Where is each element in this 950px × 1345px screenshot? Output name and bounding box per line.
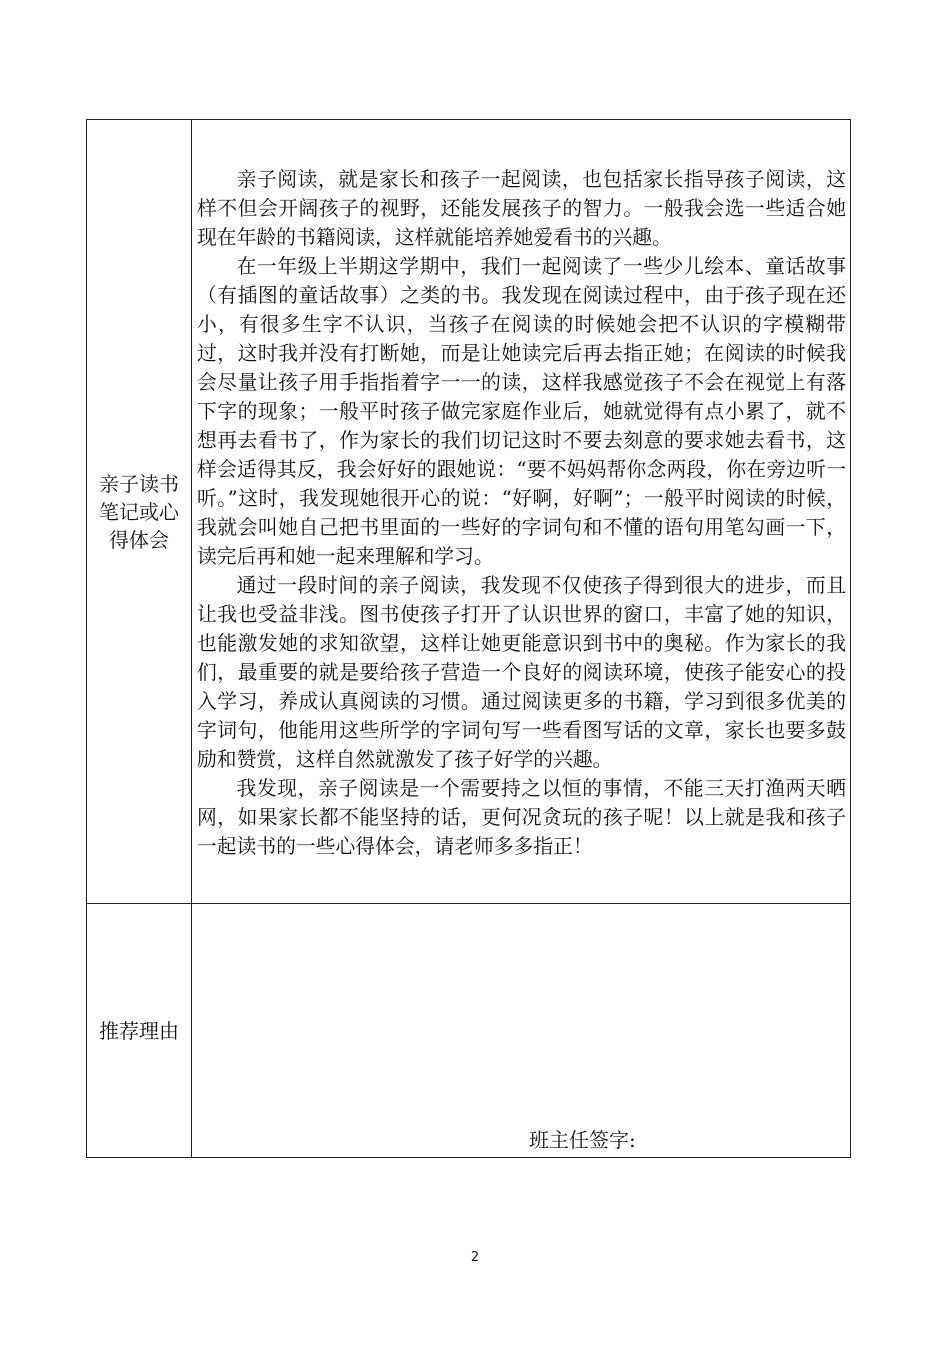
reason-content-cell: [192, 904, 851, 1158]
notes-paragraph: 亲子阅读，就是家长和孩子一起阅读，也包括家长指导孩子阅读，这样不但会开阔孩子的视野，还能发展孩子的智力。一般我会选一些适合她现在年龄的书籍阅读，这样就能培养她爱看书的兴趣。: [197, 167, 846, 249]
notes-paragraph: 通过一段时间的亲子阅读，我发现不仅使孩子得到很大的进步，而且让我也受益非浅。图书使孩子打开了认识世界的窗口，丰富了她的知识，也能激发她的求知欲望，这样让她更能意识到书中的奥秘。作为家长的我们，最重要的就是要给孩子营造一个良好的阅读环境，使孩子能安心的投入学习，养成认真阅读的习惯。通过阅读更多的书籍，学习到很多优美的字词句，他能用这些所学的字词句写一些看图写话的文章，家长也要多鼓励和赞赏，这样自然就激发了孩子好学的兴趣。: [197, 573, 846, 771]
notes-paragraph: 我发现，亲子阅读是一个需要持之以恒的事情，不能三天打渔两天晒网，如果家长都不能坚持的话，更何况贪玩的孩子呢！以上就是我和孩子一起读书的一些心得体会，请老师多多指正！: [197, 776, 846, 858]
reason-row: [87, 904, 851, 1158]
reason-label-cell: [87, 904, 192, 1158]
signature-label: 班主任签字:: [529, 1128, 636, 1152]
notes-label-cell: [87, 120, 192, 904]
notes-label: 亲子读书笔记或心得体会: [99, 471, 179, 552]
page-number: 2: [470, 1250, 480, 1265]
notes-row: [87, 120, 851, 904]
notes-paragraph: 在一年级上半期这学期中，我们一起阅读了一些少儿绘本、童话故事（有插图的童话故事）之类的书。我发现在阅读过程中，由于孩子现在还小，有很多生字不认识，当孩子在阅读的时候她会把不认识的字模糊带过，这时我并没有打断她，而是让她读完后再去指正她；在阅读的时候我会尽量让孩子用手指指着字一一的读，这样我感觉孩子不会在视觉上有落下字的现象；一般平时孩子做完家庭作业后，她就觉得有点小累了，就不想再去看书了，作为家长的我们切记这时不要去刻意的要求她去看书，这样会适得其反，我会好好的跟她说：“要不妈妈帮你念两段，你在旁边听一听。”这时，我发现她很开心的说：“好啊，好啊”；一般平时阅读的时候，我就会叫她自己把书里面的一些好的字词句和不懂的语句用笔勾画一下，读完后再和她一起来理解和学习。: [197, 254, 846, 568]
reading-form-table: [86, 119, 851, 1158]
reason-label: 推荐理由: [99, 1018, 179, 1043]
notes-body: [192, 163, 850, 861]
notes-content-cell: [192, 120, 851, 904]
